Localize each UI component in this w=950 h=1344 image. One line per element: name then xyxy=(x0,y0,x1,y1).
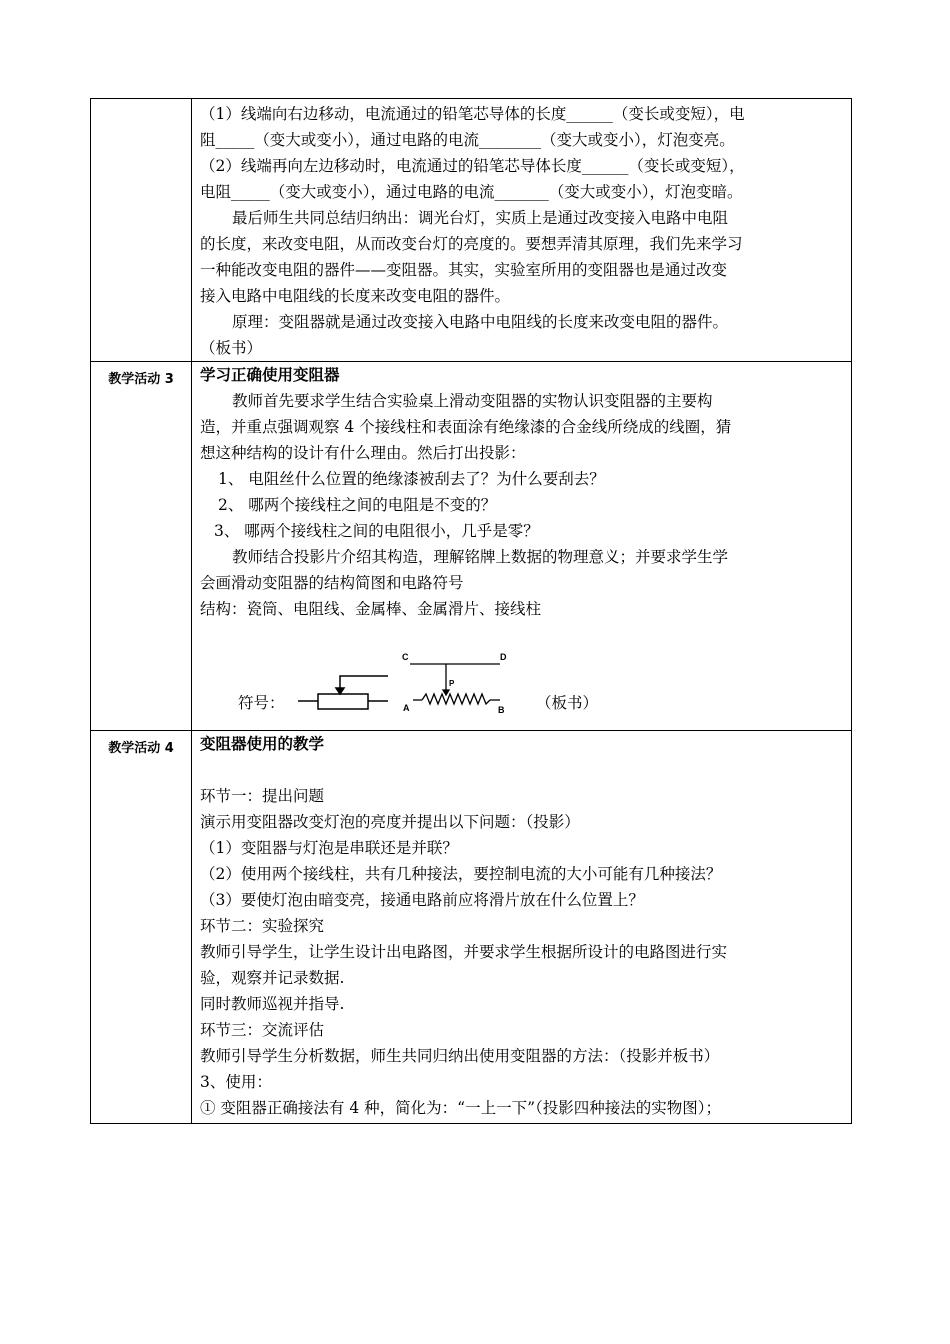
text-line: （2）使用两个接线柱，共有几种接法，要控制电流的大小可能有几种接法？ xyxy=(200,865,722,883)
section-heading: 学习正确使用变阻器 xyxy=(200,366,340,384)
rheostat-circuit-symbol xyxy=(298,676,388,709)
text-line: 原理：变阻器就是通过改变接入电路中电阻线的长度来改变电阻的器件。 xyxy=(232,313,729,331)
text-line: 环节一：提出问题 xyxy=(200,787,325,805)
spacer xyxy=(200,757,843,783)
content-cell-activity3 xyxy=(192,362,852,731)
section-heading: 变阻器使用的教学 xyxy=(200,735,325,753)
rheostat-symbol-area xyxy=(200,622,843,730)
activity-label: 教学活动 4 xyxy=(108,741,174,756)
text-line: 的长度，来改变电阻，从而改变台灯的亮度的。要想弄清其原理，我们先来学习 xyxy=(200,235,743,253)
list-item: 3、 哪两个接线柱之间的电阻很小，几乎是零？ xyxy=(214,522,539,540)
row-label xyxy=(91,362,192,731)
table-row xyxy=(91,731,852,1124)
text-line: 一种能改变电阻的器件——变阻器。其实，实验室所用的变阻器也是通过改变 xyxy=(200,261,728,279)
list-item: 2、 哪两个接线柱之间的电阻是不变的？ xyxy=(218,496,497,514)
terminal-c-label: C xyxy=(402,652,409,662)
text-line: 教师首先要求学生结合实验桌上滑动变阻器的实物认识变阻器的主要构 xyxy=(232,392,713,410)
text-line: （1）变阻器与灯泡是串联还是并联？ xyxy=(200,839,458,857)
text-line: 教师引导学生，让学生设计出电路图，并要求学生根据所设计的电路图进行实 xyxy=(200,943,728,961)
text-line: 环节三：交流评估 xyxy=(200,1021,325,1039)
text-line: 同时教师巡视并指导. xyxy=(200,995,345,1013)
text-line: 教师引导学生分析数据，师生共同归纳出使用变阻器的方法：（投影并板书） xyxy=(200,1047,720,1065)
text-line: （2）线端再向左边移动时，电流通过的铅笔芯导体长度______（变长或变短）， xyxy=(200,157,745,175)
text-line: 造，并重点强调观察 4 个接线柱和表面涂有绝缘漆的合金线所绕成的线圈，猜 xyxy=(200,418,732,436)
terminal-a-label: A xyxy=(403,703,410,713)
list-item: 1、 电阻丝什么位置的绝缘漆被刮去了？为什么要刮去？ xyxy=(218,470,605,488)
text-line: 结构：瓷筒、电阻线、金属棒、金属滑片、接线柱 xyxy=(200,600,542,618)
lesson-plan-table xyxy=(90,98,852,1124)
content-cell-principle xyxy=(192,99,852,362)
text-line: 想这种结构的设计有什么理由。然后打出投影： xyxy=(200,444,526,462)
board-note: （板书） xyxy=(536,694,599,712)
text-line: 接入电路中电阻线的长度来改变电阻的器件。 xyxy=(200,287,511,305)
terminal-b-label: B xyxy=(498,705,505,715)
content-cell-activity4 xyxy=(192,731,852,1124)
text-line: ① 变阻器正确接法有 4 种，简化为：“一上一下”（投影四种接法的实物图）； xyxy=(200,1099,721,1117)
terminal-d-label: D xyxy=(500,652,507,662)
rheostat-structure-sketch xyxy=(410,664,500,704)
text-line: 演示用变阻器改变灯泡的亮度并提出以下问题：（投影） xyxy=(200,813,580,831)
text-line: 电阻_____（变大或变小），通过电路的电流_______（变大或变小），灯泡变暗。 xyxy=(200,183,743,201)
text-line: 会画滑动变阻器的结构简图和电路符号 xyxy=(200,574,464,592)
text-line: （1）线端向右边移动，电流通过的铅笔芯导体的长度______（变长或变短），电 xyxy=(200,105,745,123)
text-line: 教师结合投影片介绍其构造，理解铭牌上数据的物理意义；并要求学生学 xyxy=(232,548,729,566)
slider-p-label: P xyxy=(449,679,455,688)
activity-label: 教学活动 3 xyxy=(108,372,174,387)
text-line: 3、使用： xyxy=(200,1073,272,1091)
table-row xyxy=(91,362,852,731)
row-label xyxy=(91,731,192,1124)
text-line: （3）要使灯泡由暗变亮，接通电路前应将滑片放在什么位置上？ xyxy=(200,891,644,909)
symbol-label: 符号： xyxy=(238,694,285,712)
rheostat-diagram xyxy=(200,622,840,730)
text-line: 验，观察并记录数据. xyxy=(200,969,345,987)
table-row xyxy=(91,99,852,362)
text-line: 最后师生共同总结归纳出：调光台灯，实质上是通过改变接入电路中电阻 xyxy=(232,209,729,227)
row-label-empty xyxy=(91,99,192,362)
text-line: 环节二：实验探究 xyxy=(200,917,325,935)
text-line: 阻_____（变大或变小），通过电路的电流________（变大或变小），灯泡变亮。 xyxy=(200,131,735,149)
text-line: （板书） xyxy=(200,339,263,357)
